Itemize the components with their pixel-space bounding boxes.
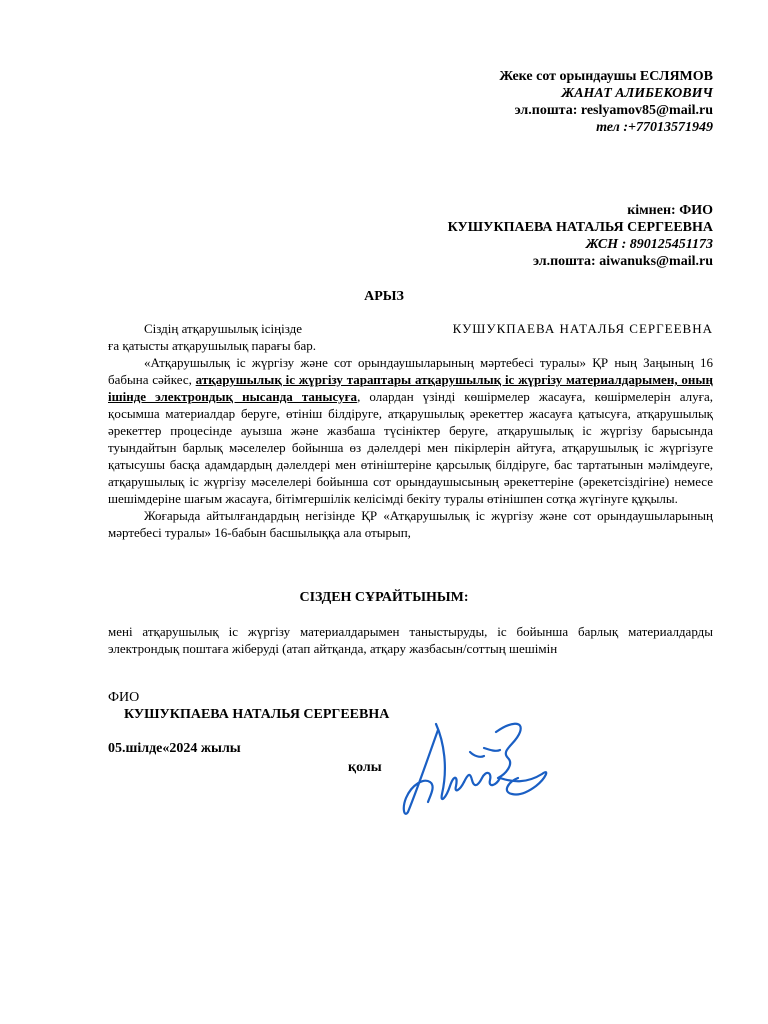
request-text: мені атқарушылық іс жүргізу материалдарымен таныстыруды, іс бойынша барлық материалдарды электрондық поштаға жіберуді (атап айтқанда, атқару жазбасын/соттың шешімін: [108, 624, 713, 656]
fio-label: ФИО: [108, 690, 140, 705]
paragraph-basis: Жоғарыда айтылғандардың негізінде ҚР «Атқарушылық іс жүргізу және сот орындаушыларының мәртебесі туралы» 16-бабын басшылыққа ала отырып,: [108, 508, 713, 540]
sender-iin: ЖСН : 890125451173: [585, 237, 713, 252]
paragraph-case-line: [108, 320, 713, 337]
sender-label: кімнен: ФИО: [627, 203, 713, 218]
recipient-block: [499, 68, 713, 136]
case-debtor-name: КУШУКПАЕВА НАТАЛЬЯ СЕРГЕЕВНА: [452, 321, 713, 336]
recipient-name: ЖАНАТ АЛИБЕКОВИЧ: [561, 86, 713, 101]
document-title: АРЫЗ: [364, 289, 404, 304]
footer-date: 05.шілде«2024 жылы: [108, 741, 241, 756]
document-body: [108, 320, 713, 541]
paragraph-case-rest: ға қатысты атқарушылық парағы бар.: [108, 338, 316, 353]
recipient-phone: тел :+77013571949: [596, 120, 713, 135]
case-text: Сіздің атқарушылық ісіңізде: [144, 321, 303, 336]
law-text-underlined: атқарушылық іс жүргізу тараптары атқарушылық іс жүргізу материалдарымен, оның ішінде электрондық нысанда танысуға: [108, 372, 713, 404]
recipient-email: эл.пошта: reslyamov85@mail.ru: [514, 103, 713, 118]
sender-name: КУШУКПАЕВА НАТАЛЬЯ СЕРГЕЕВНА: [447, 220, 713, 235]
sender-block: [448, 202, 713, 270]
request-title: СІЗДЕН СҰРАЙТЫНЫМ:: [299, 590, 469, 605]
law-text-1: «Атқарушылық іс жүргізу және сот орындаушыларының мәртебесі туралы» ҚР ның Заңының 16 бабына сәйкес,: [108, 355, 713, 387]
signature-label: қолы: [348, 760, 382, 775]
paragraph-law: [108, 354, 713, 507]
law-text-2: , олардан үзінді көшірмелер жасауға, көшірмелерін алуға, қосымша материалдар беруге, өтініш білдіруге, атқарушылық әрекеттер жасауға қатысуға, атқарушылық әрекеттер процесінде ауызша және жазбаша түсініктер беруге, атқарушылық іс жүргізу барысында туындайтын барлық мәселелер бойынша өз дәлелдері мен пікірлерін айтуға, атқарушылық іс жүргізуге қатысушы басқа адамдардың дәлелдері мен өтініштеріне қарсылық білдіруге, бас тартатынын мәлімдеуге, атқарушылық іс жүргізу мәселелері бойынша сот орындаушысының әрекеттеріне (әрекетсіздігіне) немесе шешімдеріне шағым жасауға, бітімгершілік келісімді бекіту туралы өтінішпен сотқа жүгінуге құқылы.: [108, 389, 713, 506]
signature-image: [400, 712, 560, 822]
recipient-title: Жеке сот орындаушы ЕСЛЯМОВ: [499, 69, 713, 84]
sender-email: эл.пошта: aiwanuks@mail.ru: [532, 254, 713, 269]
footer-name: КУШУКПАЕВА НАТАЛЬЯ СЕРГЕЕВНА: [124, 707, 390, 722]
